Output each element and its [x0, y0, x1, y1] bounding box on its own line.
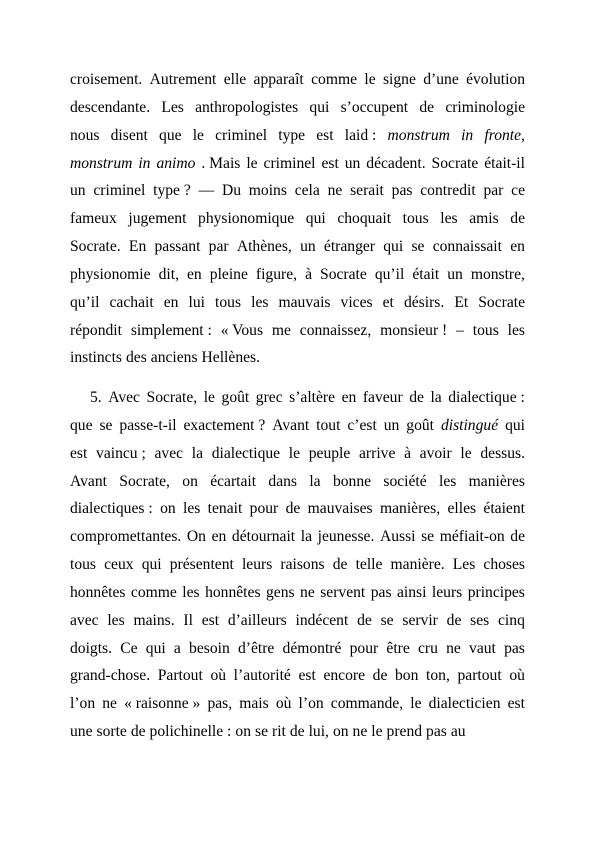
word: au — [450, 723, 466, 741]
word: à — [404, 444, 411, 462]
word: la — [191, 444, 204, 462]
word: pas — [391, 182, 413, 200]
word: manières, — [379, 500, 441, 518]
word: fameux — [70, 210, 117, 228]
text-line — [70, 412, 525, 440]
word: de — [357, 611, 372, 629]
italic-word: fronte, — [484, 126, 525, 144]
word: physionomie — [70, 265, 151, 283]
word: Du — [221, 182, 242, 200]
word: étaient — [483, 500, 525, 518]
text-line — [70, 317, 525, 345]
word: croisement. — [70, 71, 143, 88]
word: que — [159, 126, 182, 144]
word: cru — [417, 639, 438, 657]
word: se — [421, 528, 435, 546]
word: cachait — [109, 293, 154, 311]
word: en — [510, 238, 525, 256]
word: où — [210, 667, 227, 685]
word: vaincu ; — [96, 444, 146, 462]
word: le — [192, 126, 204, 144]
word: dialectique — [211, 444, 281, 462]
word: me — [271, 321, 291, 339]
word: les — [183, 500, 201, 518]
word: principes — [467, 583, 525, 601]
word: vices — [340, 293, 373, 311]
word: avec — [154, 444, 184, 462]
text-line — [70, 344, 525, 372]
word: criminologie — [445, 98, 525, 116]
word: d’une — [423, 71, 459, 88]
word: dialecticien — [428, 695, 501, 713]
word: tous — [70, 556, 96, 574]
word: On — [186, 528, 206, 546]
word: on — [182, 472, 198, 490]
word: jeunesse. — [317, 528, 375, 546]
word: d’être — [237, 639, 275, 657]
word: un — [344, 154, 361, 172]
word: démontré — [282, 639, 342, 657]
word: où — [275, 695, 292, 713]
word: Autrement — [149, 71, 217, 88]
word: répondit — [70, 321, 122, 339]
word: la — [430, 389, 442, 406]
word: les — [182, 583, 200, 601]
word: une — [70, 723, 93, 741]
word: de — [446, 611, 462, 629]
word: l’autorité — [233, 667, 291, 685]
word: dit, — [158, 265, 179, 283]
word: tenait — [207, 500, 243, 518]
word: d’ailleurs — [227, 611, 287, 629]
text-line — [70, 233, 525, 261]
word: en — [341, 389, 357, 406]
word: Socrate. — [70, 238, 121, 256]
word: connaissait — [432, 238, 502, 256]
word: Socrate — [320, 265, 367, 283]
word: manière. — [390, 556, 445, 574]
text-line — [70, 551, 525, 579]
word: dans — [268, 472, 298, 490]
word: désirs. — [403, 293, 445, 311]
word: dialectique : — [448, 389, 525, 406]
word: mais — [239, 695, 269, 713]
word: s’altère — [289, 389, 336, 406]
text-line — [70, 579, 525, 607]
word: qu’il — [374, 265, 405, 283]
word: arrive — [359, 444, 396, 462]
italic-word: in — [461, 126, 474, 144]
word: le — [410, 695, 422, 713]
word: la — [309, 472, 321, 490]
word: passe-t-il — [119, 416, 177, 434]
text-line — [70, 635, 525, 663]
word: 5. — [90, 389, 102, 406]
text-line — [70, 718, 525, 746]
word: pleine — [209, 265, 248, 283]
word: c’est — [347, 416, 377, 434]
word: qui — [383, 238, 404, 256]
word: en — [163, 293, 179, 311]
word: qui — [505, 416, 525, 434]
word: ne — [446, 639, 461, 657]
word: un — [300, 238, 316, 256]
word: physionomique — [198, 210, 295, 228]
word: ne — [352, 723, 368, 741]
word: par — [483, 182, 504, 200]
word: Partout — [157, 667, 203, 685]
word: avec — [70, 611, 99, 629]
word: descendante. — [70, 98, 151, 116]
word: ton, — [426, 667, 450, 685]
word: criminel — [93, 182, 146, 200]
italic-word: monstrum — [70, 154, 133, 172]
word: est — [316, 126, 334, 144]
word: que — [70, 416, 93, 434]
word: mauvais — [278, 293, 331, 311]
word: est — [70, 444, 88, 462]
word: l’on — [70, 695, 96, 713]
word: leurs — [431, 583, 463, 601]
word: écartait — [210, 472, 257, 490]
word: le — [364, 71, 376, 88]
word: est — [507, 695, 525, 713]
word: « raisonne » — [124, 695, 201, 713]
word: besoin — [189, 639, 230, 657]
word: le — [460, 444, 472, 462]
word: décadent. — [366, 154, 426, 172]
word: dialectiques : — [70, 500, 153, 518]
word: à — [305, 265, 312, 283]
word: se — [380, 611, 394, 629]
word: grec — [255, 389, 283, 406]
word: commande, — [330, 695, 404, 713]
word: se — [255, 723, 268, 741]
word: de — [510, 528, 525, 546]
word: en — [187, 265, 202, 283]
word: par — [208, 238, 229, 256]
italic-word: distingué — [440, 416, 499, 434]
word: cinq — [498, 611, 525, 629]
word: lui — [188, 293, 205, 311]
text-line — [70, 94, 525, 122]
word: moins — [248, 182, 287, 200]
word: Socrate, — [119, 472, 170, 490]
word: monsieur ! — [380, 321, 448, 339]
word: comme — [311, 71, 358, 88]
word: tout — [316, 416, 341, 434]
word: honnêtes — [70, 583, 126, 601]
word: cela — [294, 182, 320, 200]
word: qu’il — [70, 293, 100, 311]
word: mains. — [133, 611, 175, 629]
word: l’on — [298, 695, 324, 713]
word: peuple — [308, 444, 351, 462]
word: de — [289, 723, 305, 741]
word: de — [409, 389, 424, 406]
word: instincts — [70, 349, 122, 367]
text-line — [70, 495, 525, 523]
text-line — [70, 261, 525, 289]
word: le — [288, 444, 301, 462]
word: raisons — [280, 556, 325, 574]
word: pour — [349, 639, 379, 657]
word: le — [203, 389, 215, 406]
word: passant — [154, 238, 201, 256]
word: compromettantes. — [70, 528, 182, 546]
word: choquait — [337, 210, 392, 228]
word: Athènes, — [236, 238, 292, 256]
word: Ce — [120, 639, 138, 657]
word: vaut — [469, 639, 496, 657]
word: monstre, — [470, 265, 525, 283]
word: de — [285, 500, 301, 518]
word: est — [201, 611, 220, 629]
word: était-il — [484, 154, 525, 172]
text-line — [70, 122, 525, 150]
word: les — [251, 293, 269, 311]
text-line — [70, 523, 525, 551]
word: le — [246, 154, 258, 172]
word: de — [372, 667, 388, 685]
word: de — [332, 556, 348, 574]
word: gens — [265, 583, 295, 601]
word: où — [509, 667, 525, 685]
word: est — [298, 667, 316, 685]
word: s’occupent — [340, 98, 409, 116]
word: sorte — [96, 723, 127, 741]
word: indécent — [295, 611, 349, 629]
word: Aussi — [379, 528, 416, 546]
word: servent — [320, 583, 366, 601]
word: disent — [110, 126, 148, 144]
word: Avant — [70, 472, 107, 490]
word: exactement ? — [183, 416, 266, 434]
word: ses — [470, 611, 490, 629]
word: pour — [249, 500, 279, 518]
word: de — [419, 98, 435, 116]
word: Socrate — [431, 154, 479, 172]
paragraph-2 — [70, 384, 525, 746]
word: ne — [300, 583, 315, 601]
text-line — [70, 289, 525, 317]
word: présentent — [169, 556, 234, 574]
word: méfiait-on — [439, 528, 505, 546]
word: goût — [221, 389, 250, 406]
word: apparaît — [253, 71, 304, 88]
word: choses — [483, 556, 525, 574]
text-line — [70, 468, 525, 496]
word: se — [411, 238, 425, 256]
word: type ? — [153, 182, 191, 200]
text-line — [70, 66, 525, 94]
word: la — [300, 528, 313, 546]
word: telle — [355, 556, 383, 574]
word: pas — [504, 639, 525, 657]
word: on — [160, 500, 176, 518]
word: avoir — [419, 444, 452, 462]
word: un — [447, 265, 463, 283]
word: goût — [406, 416, 434, 434]
word: les — [507, 321, 525, 339]
text-line — [70, 205, 525, 233]
word: détournait — [231, 528, 296, 546]
word: rit — [272, 723, 286, 741]
word: ne — [102, 695, 117, 713]
word: serait — [350, 182, 384, 200]
word: qui — [145, 639, 166, 657]
text-line — [70, 177, 525, 205]
word: leurs — [241, 556, 273, 574]
word: être — [386, 639, 410, 657]
word: Avec — [108, 389, 140, 406]
word: Hellènes. — [201, 349, 261, 367]
word: doigts. — [70, 639, 113, 657]
text-line — [70, 607, 525, 635]
word: et — [382, 293, 394, 311]
word: les — [440, 210, 458, 228]
word: En — [128, 238, 147, 256]
word: était — [412, 265, 440, 283]
word: Les — [452, 556, 476, 574]
text-line — [70, 662, 525, 690]
word: bon — [395, 667, 419, 685]
word: ce — [511, 182, 525, 200]
word: ceux — [104, 556, 134, 574]
word: qui — [309, 98, 330, 116]
word: en — [211, 528, 227, 546]
word: pas — [426, 723, 447, 741]
word: a — [173, 639, 181, 657]
word: amis — [469, 210, 499, 228]
word: criminel — [263, 154, 316, 172]
word: ainsi — [397, 583, 427, 601]
word: comme — [130, 583, 177, 601]
word: nous — [70, 126, 100, 144]
word: est — [321, 154, 339, 172]
word: – — [456, 321, 464, 339]
word: jugement — [128, 210, 187, 228]
text-line — [70, 384, 525, 412]
word: mauvaises — [307, 500, 373, 518]
word: type — [278, 126, 306, 144]
text-line — [70, 690, 525, 718]
word: on — [235, 723, 251, 741]
word: les — [107, 611, 125, 629]
word: anciens — [150, 349, 198, 367]
word: bonne — [332, 472, 372, 490]
word: Il — [183, 611, 193, 629]
word: on — [332, 723, 349, 741]
italic-word: animo — [156, 154, 196, 172]
word: Socrate, — [146, 389, 198, 406]
word: anthropologistes — [195, 98, 299, 116]
word: Avant — [272, 416, 310, 434]
word: « Vous — [220, 321, 264, 339]
word: signe — [382, 71, 416, 88]
italic-word: monstrum — [387, 126, 450, 144]
word: Et — [454, 293, 469, 311]
word: Socrate — [478, 293, 525, 311]
word: dessus. — [480, 444, 525, 462]
word: — — [198, 182, 215, 200]
word: tous — [215, 293, 242, 311]
text-line — [70, 150, 525, 178]
word: partout — [457, 667, 502, 685]
word: un — [383, 416, 400, 434]
word: se — [99, 416, 113, 434]
word: manières — [468, 472, 525, 490]
word: criminel — [215, 126, 268, 144]
paragraph-1 — [70, 66, 525, 372]
word: de — [510, 210, 525, 228]
word: qui — [141, 556, 162, 574]
word: elle — [223, 71, 247, 88]
word: prend — [386, 723, 423, 741]
word: laid : — [344, 126, 377, 144]
word: encore — [323, 667, 365, 685]
word: figure, — [255, 265, 298, 283]
italic-word: in — [138, 154, 151, 172]
word: faveur — [362, 389, 403, 406]
word: tous — [402, 210, 429, 228]
word: étranger — [323, 238, 375, 256]
word: tous — [472, 321, 499, 339]
word: elles — [447, 500, 477, 518]
word: pas, — [207, 695, 233, 713]
word: . Mais — [201, 154, 241, 172]
word: contredit — [420, 182, 476, 200]
word: le — [371, 723, 383, 741]
word: simplement : — [130, 321, 212, 339]
word: Les — [161, 98, 184, 116]
word: polichinelle : — [149, 723, 232, 741]
word: pas — [370, 583, 392, 601]
word: les — [439, 472, 457, 490]
word: de — [130, 723, 146, 741]
word: qui — [305, 210, 326, 228]
word: grand-chose. — [70, 667, 151, 685]
word: évolution — [466, 71, 525, 88]
word: ne — [327, 182, 343, 200]
text-line — [70, 440, 525, 468]
word: servir — [402, 611, 438, 629]
word: lui, — [308, 723, 329, 741]
word: des — [125, 349, 147, 367]
word: honnêtes — [205, 583, 261, 601]
word: société — [383, 472, 427, 490]
word: connaissez, — [299, 321, 372, 339]
word: un — [70, 182, 86, 200]
